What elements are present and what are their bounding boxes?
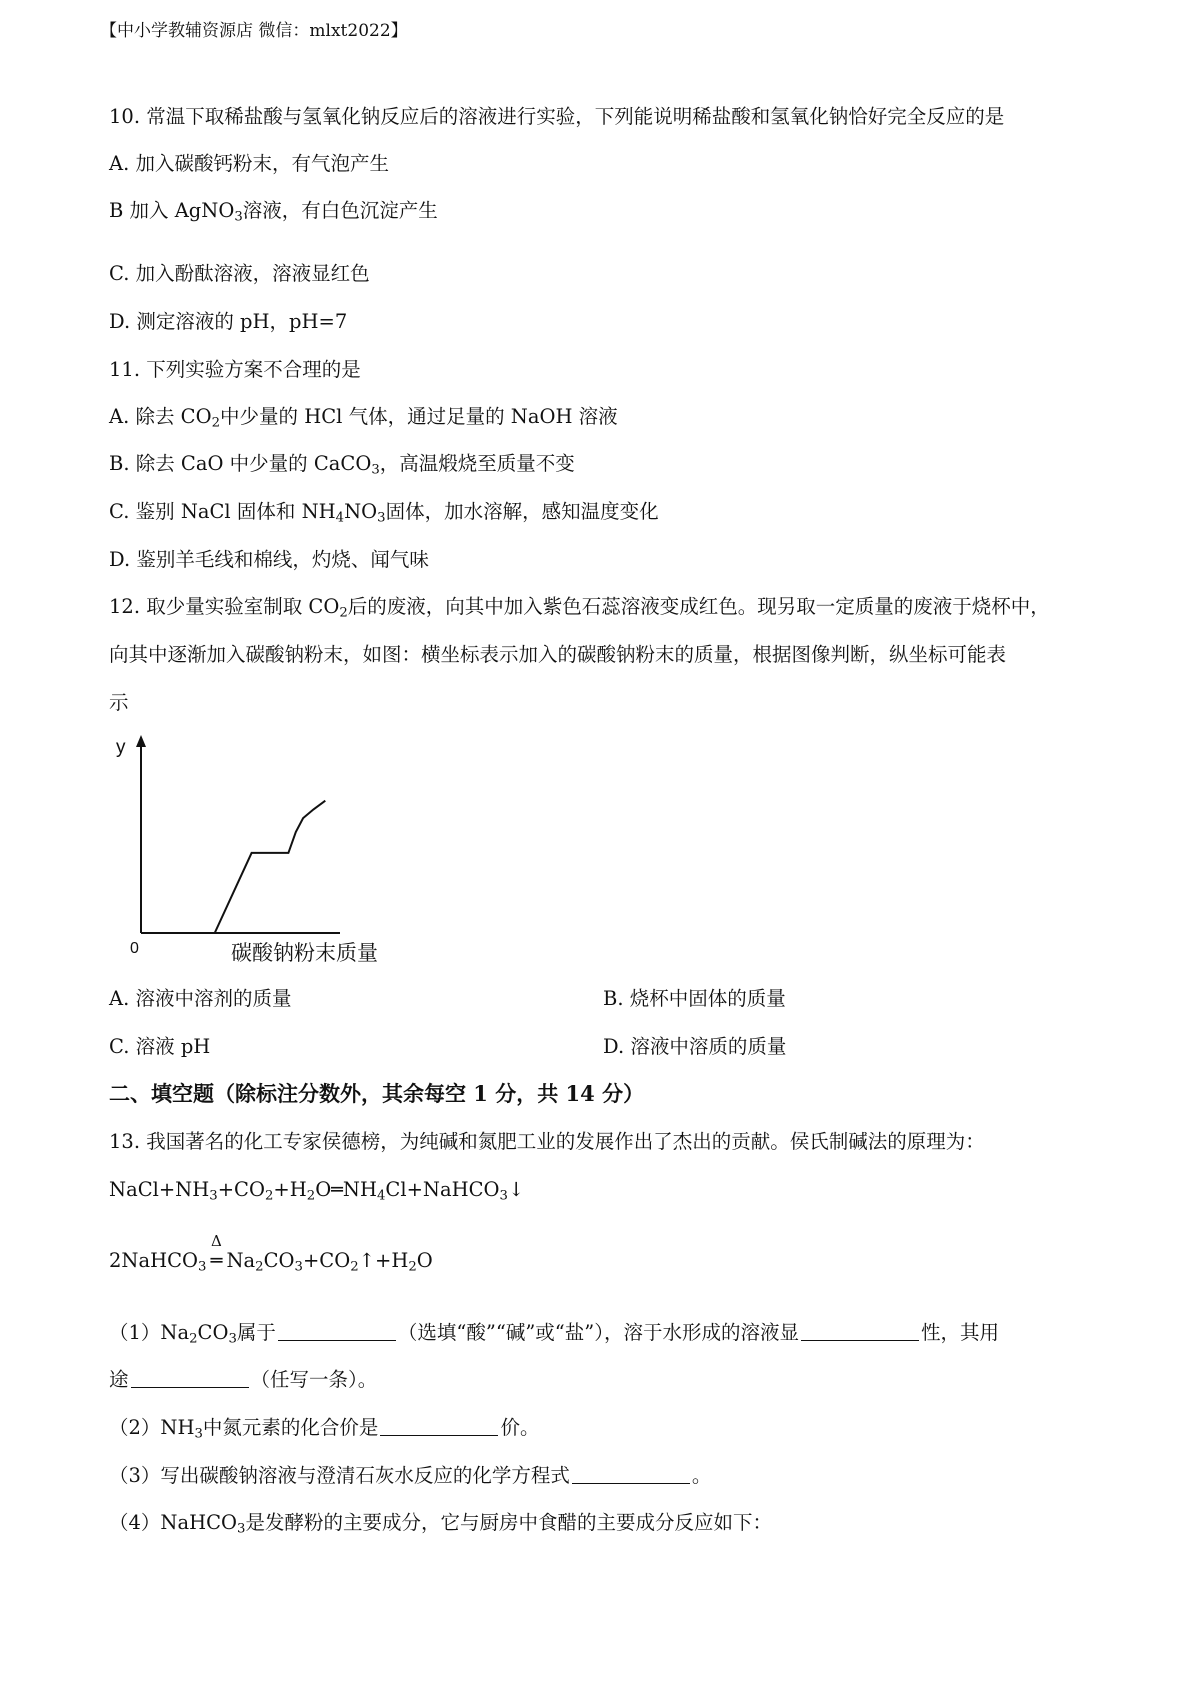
answer-blank[interactable] xyxy=(380,1417,498,1436)
q13-part1-line1: $(1)Na_2CO_3$属于 （选填“酸”“碱”或“盐”），溶于水形成的溶液显 性，其用 xyxy=(109,1321,1000,1347)
answer-blank[interactable] xyxy=(278,1322,396,1341)
page-header: 【中小学教辅资源店 微信：mlxt2022】 xyxy=(100,21,408,41)
q13-stem: 13. 我国著名的化工专家侯德榜，为纯碱和氮肥工业的发展作出了杰出的贡献。侯氏制碱法的原理为： xyxy=(109,1130,985,1153)
q11-option-a: A. 除去 $CO_2$中少量的 HCl 气体，通过足量的 NaOH 溶液 xyxy=(109,405,618,431)
q10-option-a: A. 加入碳酸钙粉末，有气泡产生 xyxy=(109,152,389,175)
q12-stem-line3: 示 xyxy=(109,691,129,714)
heating-condition: Δ ═ xyxy=(210,1232,223,1272)
answer-blank[interactable] xyxy=(572,1465,690,1484)
answer-blank[interactable] xyxy=(131,1369,249,1388)
q10-option-b: B 加入 AgNO$_3$溶液，有白色沉淀产生 xyxy=(109,199,438,225)
q13-part3: （3）写出碳酸钠溶液与澄清石灰水反应的化学方程式 。 xyxy=(109,1464,712,1487)
q11-option-b: B. 除去 CaO 中少量的 CaCO$_3$，高温煅烧至质量不变 xyxy=(109,452,575,478)
q12-option-d: D. 溶液中溶质的质量 xyxy=(603,1035,787,1058)
y-axis-label: y xyxy=(116,737,126,758)
q12-stem-line2: 向其中逐渐加入碳酸钠粉末，如图：横坐标表示加入的碳酸钠粉末的质量，根据图像判断，纵坐标可能表 xyxy=(109,643,1007,666)
q13-part1-line2: 途 （任写一条）。 xyxy=(109,1368,378,1391)
section-heading: 二、填空题（除标注分数外，其余每空 1 分，共 14 分） xyxy=(109,1081,645,1106)
origin-label: 0 xyxy=(130,940,139,957)
q12-option-c: C. 溶液 pH xyxy=(109,1035,211,1058)
q10-option-c: C. 加入酚酞溶液，溶液显红色 xyxy=(109,262,370,285)
q11-option-d: D. 鉴别羊毛线和棉线，灼烧、闻气味 xyxy=(109,548,429,571)
q12-graph xyxy=(108,733,408,970)
y-axis-arrow xyxy=(136,735,146,747)
q13-part2: $(2)NH_3$中氮元素的化合价是 价。 xyxy=(109,1416,540,1442)
series-line xyxy=(178,801,325,933)
q10-option-d: D. 测定溶液的 pH，pH=7 xyxy=(109,310,348,333)
equation-2: 2NaHCO$_3$ Δ ═ $Na_2CO_3+CO_2↑+H_2O$ xyxy=(109,1232,433,1275)
q10-stem: 10. 常温下取稀盐酸与氢氧化钠反应后的溶液进行实验，下列能说明稀盐酸和氢氧化钠恰好完全反应的是 xyxy=(109,105,1005,128)
q12-option-b: B. 烧杯中固体的质量 xyxy=(603,987,786,1010)
q11-stem: 11. 下列实验方案不合理的是 xyxy=(109,358,361,381)
q12-option-a: A. 溶液中溶剂的质量 xyxy=(109,987,292,1010)
q13-part4: （4）NaHCO$_3$是发酵粉的主要成分，它与厨房中食醋的主要成分反应如下： xyxy=(109,1511,772,1537)
q11-option-c: C. 鉴别 NaCl 固体和 $NH_4NO_3$固体，加水溶解，感知温度变化 xyxy=(109,500,659,526)
x-axis-label: 碳酸钠粉末质量 xyxy=(231,942,378,965)
equation-1: $NaCl+NH_3+CO_2+H_2O═NH_4Cl+NaHCO_3↓$ xyxy=(109,1178,525,1204)
q12-stem-line1: 12. 取少量实验室制取 $CO_2$后的废液，向其中加入紫色石蕊溶液变成红色。现另取一定质量的废液于烧杯中， xyxy=(109,595,1050,621)
answer-blank[interactable] xyxy=(801,1322,919,1341)
